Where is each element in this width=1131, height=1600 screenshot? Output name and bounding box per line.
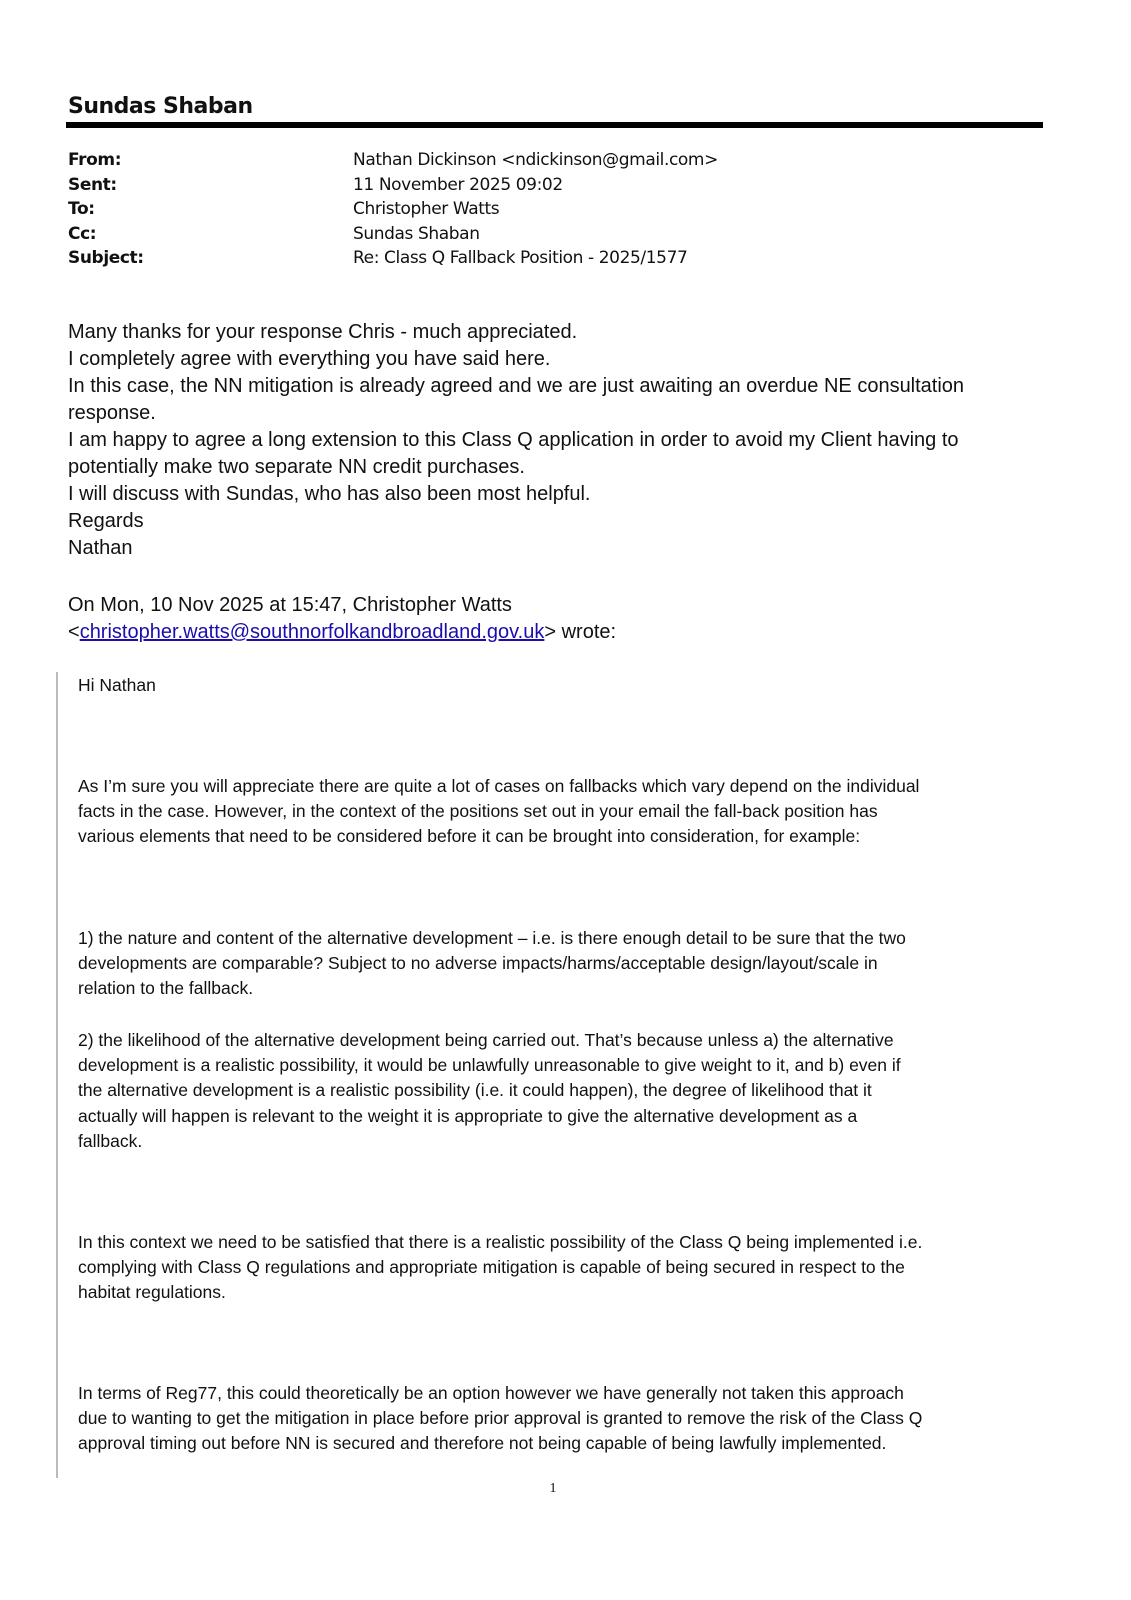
text-line: developments are comparable? Subject to no adverse impacts/harms/acceptable design/layout/scale in (78, 953, 878, 974)
reply-line: response. (68, 402, 156, 424)
page-number: 1 (549, 1481, 557, 1496)
attribution-line: On Mon, 10 Nov 2025 at 15:47, Christopher Watts (68, 594, 512, 616)
bracket: < (68, 621, 80, 643)
from-value: Nathan Dickinson <ndickinson@gmail.com> (353, 150, 718, 170)
reply-line: I will discuss with Sundas, who has also been most helpful. (68, 483, 591, 505)
reply-line: Nathan (68, 537, 133, 559)
sent-value: 11 November 2025 09:02 (353, 175, 563, 195)
text-line: As I’m sure you will appreciate there are quite a lot of cases on fallbacks which vary depend on the individual (78, 776, 920, 796)
text-line: complying with Class Q regulations and appropriate mitigation is capable of being secured in respect to the (78, 1257, 905, 1278)
to-value: Christopher Watts (353, 199, 500, 219)
reply-line: I am happy to agree a long extension to this Class Q application in order to avoid my Client having to (68, 429, 959, 451)
text-line: facts in the case. However, in the context of the positions set out in your email the fall-back position has (78, 801, 878, 822)
text-line: 2) the likelihood of the alternative development being carried out. That’s because unless a) the alternative (78, 1030, 894, 1050)
subject-label: Subject: (68, 248, 144, 268)
text-line: fallback. (78, 1130, 143, 1151)
mailbox-owner-name: Sundas Shaban (68, 94, 253, 119)
attribution-line (68, 619, 616, 646)
quoted-paragraph-1 (78, 774, 919, 850)
text-line: development is a realistic possibility, it would be unlawfully unreasonable to give weight to it, and b) even if (78, 1055, 901, 1076)
quoted-paragraph-4 (78, 1230, 922, 1306)
text-line: In this context we need to be satisfied that there is a realistic possibility of the Class Q being implemented i.e. (78, 1232, 923, 1252)
quoted-paragraph-2 (78, 926, 906, 1002)
reply-line: In this case, the NN mitigation is already agreed and we are just awaiting an overdue NE consultation (68, 375, 965, 397)
sent-label: Sent: (68, 175, 117, 195)
header-rule (66, 122, 1043, 128)
wrote-text: > wrote: (544, 621, 617, 643)
from-label: From: (68, 150, 122, 170)
quote-bar (56, 672, 58, 1478)
text-line: various elements that need to be considered before it can be brought into consideration, for example: (78, 826, 861, 847)
cc-label: Cc: (68, 224, 97, 244)
sender-email-link[interactable]: christopher.watts@southnorfolkandbroadland.gov.uk (79, 621, 545, 643)
text-line: relation to the fallback. (78, 978, 254, 999)
reply-line: Regards (68, 510, 144, 532)
text-line: approval timing out before NN is secured and therefore not being capable of being lawfully implemented. (78, 1433, 887, 1454)
reply-body (68, 319, 964, 562)
to-label: To: (68, 199, 95, 219)
subject-value: Re: Class Q Fallback Position - 2025/1577 (353, 248, 688, 268)
cc-value: Sundas Shaban (353, 224, 480, 244)
quote-attribution (68, 592, 616, 646)
text-line: due to wanting to get the mitigation in place before prior approval is granted to remove the risk of the Class Q (78, 1408, 923, 1429)
quoted-paragraph-3 (78, 1028, 901, 1154)
text-line: In terms of Reg77, this could theoretically be an option however we have generally not taken this approach (78, 1383, 904, 1403)
text-line: 1) the nature and content of the alternative development – i.e. is there enough detail to be sure that the two (78, 928, 906, 948)
text-line: habitat regulations. (78, 1282, 226, 1303)
reply-line: I completely agree with everything you have said here. (68, 348, 551, 370)
quoted-paragraph-5 (78, 1381, 922, 1457)
quoted-greeting: Hi Nathan (78, 675, 156, 695)
text-line: the alternative development is a realistic possibility (i.e. it could happen), the degree of likelihood that it (78, 1080, 872, 1101)
reply-line: potentially make two separate NN credit purchases. (68, 456, 525, 478)
reply-line: Many thanks for your response Chris - much appreciated. (68, 321, 578, 343)
text-line: actually will happen is relevant to the weight it is appropriate to give the alternative development as a (78, 1105, 858, 1126)
